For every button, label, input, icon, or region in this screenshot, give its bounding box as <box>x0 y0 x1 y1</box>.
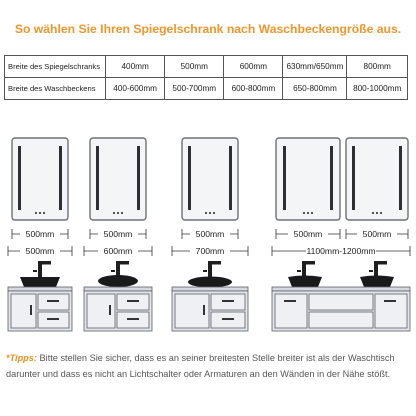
basin-dimension <box>172 246 248 256</box>
row-label-basin-width: Breite des Waschbeckens <box>5 78 106 100</box>
faucet-icon <box>369 261 387 277</box>
touch-sensor-icon <box>303 212 313 214</box>
touch-sensor-icon <box>205 212 215 214</box>
table-cell: 400-600mm <box>106 78 165 100</box>
mirror-and-basin-illustration <box>0 130 416 340</box>
table-cell: 650-800mm <box>283 78 347 100</box>
basin-icon <box>288 276 322 288</box>
faucet-icon <box>33 261 51 277</box>
basin-width-label: 500mm <box>25 246 55 256</box>
mirror-dimension <box>90 229 146 239</box>
basin-dimension <box>8 246 72 256</box>
vanity-unit <box>8 261 72 331</box>
basin-icon <box>98 275 138 287</box>
faucet-icon <box>297 261 315 277</box>
mirror-dimension <box>12 229 68 239</box>
vanity-unit <box>84 261 152 331</box>
faucet-icon <box>111 261 129 277</box>
basin-icon <box>360 276 394 288</box>
mirror-width-label: 500mm <box>362 229 392 239</box>
mirror-cabinet <box>346 138 408 220</box>
mirror-cabinet <box>276 138 340 220</box>
vanity-unit <box>172 261 248 331</box>
table-cell: 400mm <box>106 56 165 78</box>
basin-width-label: 700mm <box>195 246 225 256</box>
basin-width-label: 600mm <box>103 246 133 256</box>
table-cell: 500-700mm <box>165 78 224 100</box>
table-cell: 800-1000mm <box>347 78 408 100</box>
table-cell: 600mm <box>224 56 283 78</box>
mirror-width-label: 500mm <box>195 229 225 239</box>
mirror-cabinet <box>182 138 238 220</box>
tips-text: Bitte stellen Sie sicher, dass es an seiner breitesten Stelle breiter ist als der Waschtisch darunter und dass es nicht an Lichtschalter oder Armaturen an den Wänden in der Nähe stößt. <box>6 353 395 379</box>
mirror-dimension <box>346 229 408 239</box>
tips-label: *Tipps: <box>6 353 37 363</box>
touch-sensor-icon <box>113 212 123 214</box>
basin-width-label: 1100mm-1200mm <box>306 246 376 256</box>
size-table <box>4 55 408 100</box>
faucet-icon <box>203 261 221 277</box>
table-row <box>5 78 408 100</box>
mirror-dimension <box>182 229 238 239</box>
mirror-width-label: 500mm <box>103 229 133 239</box>
tips-note <box>6 350 410 382</box>
mirror-width-label: 500mm <box>293 229 323 239</box>
page-title: So wählen Sie Ihren Spiegelschrank nach Waschbeckengröße aus. <box>14 22 402 36</box>
mirror-cabinet <box>90 138 146 220</box>
touch-sensor-icon <box>35 212 45 214</box>
table-cell: 800mm <box>347 56 408 78</box>
basin-icon <box>20 277 60 287</box>
touch-sensor-icon <box>372 212 382 214</box>
table-cell: 630mm/650mm <box>283 56 347 78</box>
mirror-dimension <box>276 229 340 239</box>
row-label-mirror-width: Breite des Spiegelschranks <box>5 56 106 78</box>
table-row <box>5 56 408 78</box>
mirror-width-label: 500mm <box>25 229 55 239</box>
table-cell: 500mm <box>165 56 224 78</box>
mirror-cabinet <box>12 138 68 220</box>
table-cell: 600-800mm <box>224 78 283 100</box>
basin-icon <box>188 277 232 288</box>
basin-dimension <box>84 246 152 256</box>
basin-dimension <box>272 246 410 256</box>
vanity-unit <box>272 261 410 331</box>
